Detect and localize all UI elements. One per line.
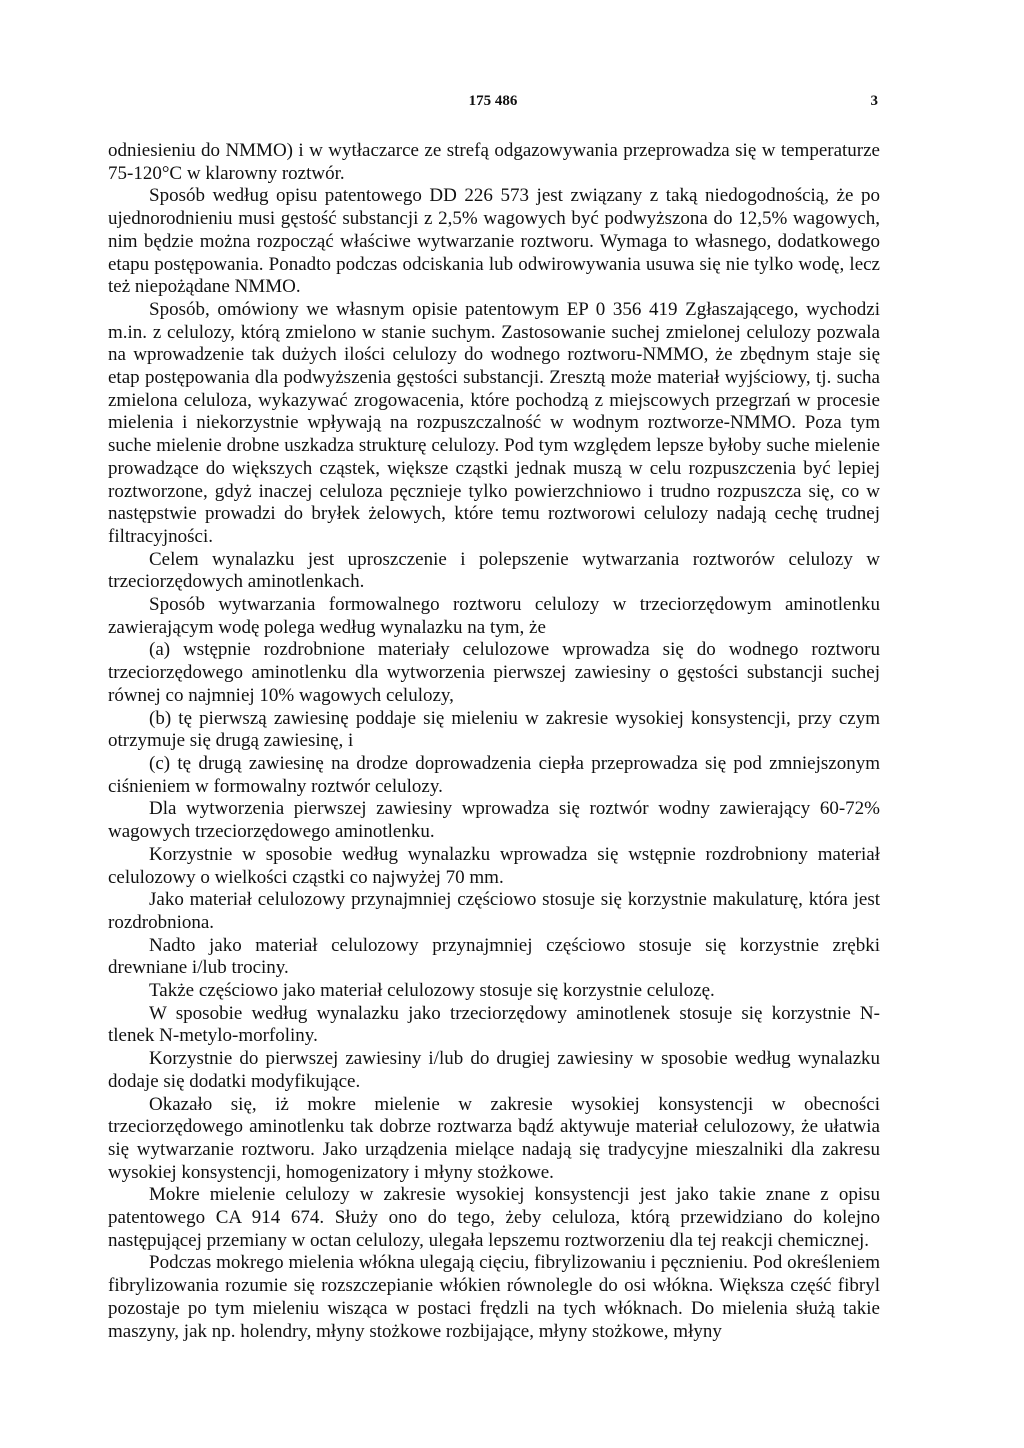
paragraph: Nadto jako materiał celulozowy przynajmniej częściowo stosuje się korzystnie zrębki drewniane i/lub trociny.: [108, 934, 880, 979]
paragraph: Okazało się, iż mokre mielenie w zakresie wysokiej konsystencji w obecności trzeciorzędowego aminotlenku tak dobrze roztwarza bądź aktywuje materiał celulozowy, że ułatwia się wytwarzanie roztworu. Jako urządzenia mielące nadają się tradycyjne mieszalniki dla zakresu wysokiej konsystencji, homogenizatory i młyny stożkowe.: [108, 1093, 880, 1183]
list-item: (a) wstępnie rozdrobnione materiały celulozowe wprowadza się do wodnego roztworu trzeciorzędowego aminotlenku dla wytworzenia pierwszej zawiesiny o gęstości substancji suchej równej co najmniej 10% wagowych celulozy,: [108, 639, 880, 706]
paragraph: Korzystnie w sposobie według wynalazku wprowadza się wstępnie rozdrobniony materiał celulozowy o wielkości cząstki co najwyżej 70 mm.: [108, 843, 880, 888]
paragraph: W sposobie według wynalazku jako trzeciorzędowy aminotlenek stosuje się korzystnie N-tlenek N-metylo-morfoliny.: [108, 1002, 880, 1047]
paragraph: Także częściowo jako materiał celulozowy stosuje się korzystnie celulozę.: [149, 980, 715, 1002]
paragraph: Sposób wytwarzania formowalnego roztworu celulozy w trzeciorzędowym aminotlenku zawierającym wodę polega według wynalazku na tym, że: [108, 594, 880, 638]
paragraph: Podczas mokrego mielenia włókna ulegają cięciu, fibrylizowaniu i pęcznieniu. Pod określeniem fibrylizowania rozumie się rozszczepianie włókien równolegle do osi włókna. Większa część fibryl pozostaje po tym mieleniu wisząca w postaci frędzli na tych włóknach. Do mielenia służą takie maszyny, jak np. holendry, młyny stożkowe rozbijające, młyny stożkowe, młyny: [108, 1252, 880, 1342]
page-header: [108, 93, 878, 117]
list-item: (c) tę drugą zawiesinę na drodze doprowadzenia ciepła przeprowadza się pod zmniejszonym ciśnieniem w formowalny roztwór celulozy.: [108, 752, 880, 797]
list-item: (b) tę pierwszą zawiesinę poddaje się mieleniu w zakresie wysokiej konsystencji, przy czym otrzymuje się drugą zawiesinę, i: [108, 707, 880, 752]
paragraph: odniesieniu do NMMO) i w wytłaczarce ze strefą odgazowywania przeprowadza się w temperaturze 75-120°C w klarowny roztwór.: [108, 140, 880, 184]
paragraph: Jako materiał celulozowy przynajmniej częściowo stosuje się korzystnie makulaturę, która jest rozdrobniona.: [108, 889, 880, 933]
paragraph: Celem wynalazku jest uproszczenie i polepszenie wytwarzania roztworów celulozy w trzeciorzędowych aminotlenkach.: [108, 548, 880, 593]
document-number: 175 486: [468, 93, 518, 109]
paragraph: Dla wytworzenia pierwszej zawiesiny wprowadza się roztwór wodny zawierający 60-72% wagowych trzeciorzędowego aminotlenku.: [108, 798, 880, 843]
page-number: 3: [870, 93, 878, 109]
paragraph: Sposób według opisu patentowego DD 226 573 jest związany z taką niedogodnością, że po ujednorodnieniu musi gęstość substancji z 2,5% wagowych być podwyższona do 12,5% wagowych, nim będzie można rozpocząć właściwe wytwarzanie roztworu. Wymaga to własnego, dodatkowego etapu postępowania. Ponadto podczas odciskania lub odwirowywania usuwa się nie tylko wodę, lecz też niepożądane NMMO.: [108, 185, 880, 298]
body-text: [108, 140, 880, 1343]
paragraph: Sposób, omówiony we własnym opisie patentowym EP 0 356 419 Zgłaszającego, wychodzi m.in. z celulozy, którą zmielono w stanie suchym. Zastosowanie suchej zmielonej celulozy pozwala na wprowadzenie tak dużych ilości celulozy do wodnego roztworu-NMMO, że zbędnym staje się etap postępowania dla podwyższenia gęstości substancji. Zresztą może materiał wyjściowy, tj. sucha zmielona celuloza, wykazywać zrogowacenia, które pochodzą z miejscowych przegrzań w procesie mielenia i niekorzystnie wpływają na rozpuszczalność w wodnym roztworze-NMMO. Poza tym suche mielenie drobne uszkadza strukturę celulozy. Pod tym względem lepsze byłoby suche mielenie prowadzące do większych cząstek, większe cząstki jednak muszą w celu rozpuszczenia być lepiej roztworzone, gdyż inaczej celuloza pęcznieje tylko powierzchniowo i trudno rozpuszcza się, co w następstwie prowadzi do bryłek żelowych, które temu roztworowi celulozy nadają cechę trudnej filtracyjności.: [108, 298, 880, 547]
paragraph: Mokre mielenie celulozy w zakresie wysokiej konsystencji jest jako takie znane z opisu patentowego CA 914 674. Służy ono do tego, żeby celuloza, którą przewidziano do kolejno następującej przemiany w octan celulozy, ulegała lepszemu roztworzeniu dla tej reakcji chemicznej.: [108, 1184, 880, 1251]
paragraph: Korzystnie do pierwszej zawiesiny i/lub do drugiej zawiesiny w sposobie według wynalazku dodaje się dodatki modyfikujące.: [108, 1048, 880, 1092]
